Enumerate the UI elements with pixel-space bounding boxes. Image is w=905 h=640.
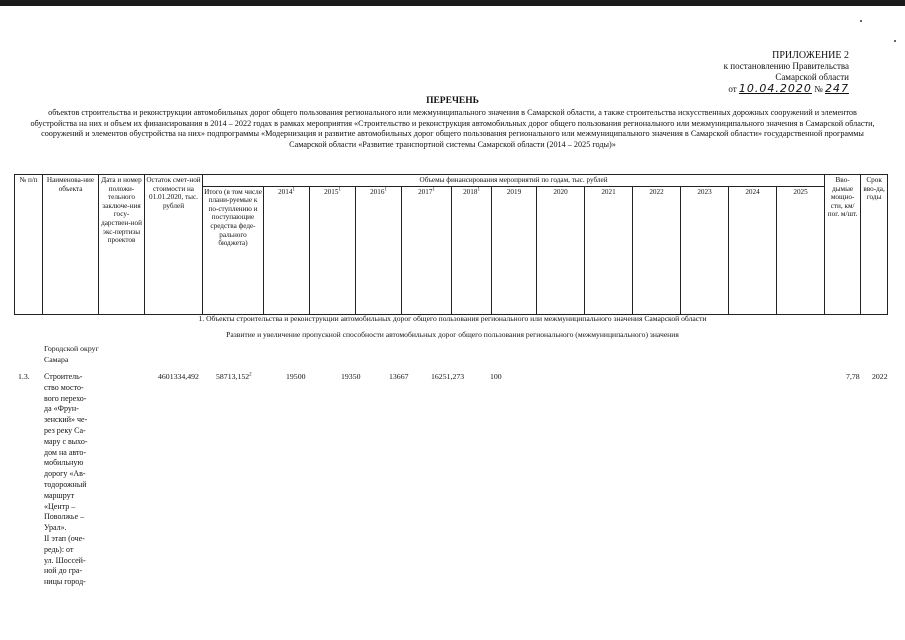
header-year: 2017$^1$ xyxy=(402,186,452,314)
entry-name-line: мобильную xyxy=(44,458,84,468)
entry-number: 1.3. xyxy=(18,372,30,381)
number-prefix: № xyxy=(814,84,823,94)
header-name: Наименова-ние объекта xyxy=(43,175,99,315)
header-year: 2014$^1$ xyxy=(264,186,310,314)
entry-name-line: ницы город- xyxy=(44,577,86,587)
scan-speck xyxy=(894,40,896,42)
entry-2015: 19350 xyxy=(341,372,361,381)
header-total: Итого (в том числе плани-руемые к по-ступлению и поступающие средства феде-рального бюджета) xyxy=(203,186,264,314)
header-year: 2018$^1$ xyxy=(452,186,492,314)
appendix-line: к постановлению Правительства xyxy=(723,61,849,71)
entry-name-line: ул. Шоссей- xyxy=(44,555,86,565)
document-title: ПЕРЕЧЕНЬ xyxy=(426,96,479,106)
entry-remain-cost: 4601334,492 xyxy=(158,372,199,381)
header-no: № п/п xyxy=(15,175,43,315)
handwritten-number: 247 xyxy=(825,82,849,95)
appendix-block xyxy=(659,50,849,95)
header-date: Дата и номер положи-тельного заключе-ния госу-дарствен-ной экс-пертизы проектов xyxy=(99,175,145,315)
entry-name-line: Урал». xyxy=(44,523,67,533)
entry-name-line: рез реку Са- xyxy=(44,425,86,435)
appendix-line: Самарской области xyxy=(775,72,849,82)
entry-name xyxy=(44,372,96,588)
header-capacity: Вво-дымые мощно-сти, км/ пог. м/шт. xyxy=(825,175,861,315)
entry-name-line: дом на авто- xyxy=(44,447,86,457)
entry-name-line: редь): от xyxy=(44,544,74,554)
entry-2016: 13667 xyxy=(389,372,409,381)
entry-name-line: маршрут xyxy=(44,490,75,500)
entry-name-line: вого перехо- xyxy=(44,393,87,403)
header-year: 2022 xyxy=(633,186,681,314)
header-year: 2016$^1$ xyxy=(356,186,402,314)
header-year: 2025 xyxy=(777,186,825,314)
entry-name-line: мару с выхо- xyxy=(44,436,88,446)
header-funding: Объемы финансирования мероприятий по годам, тыс. рублей xyxy=(203,175,825,187)
header-year: 2024 xyxy=(729,186,777,314)
entry-name-line: Строитель- xyxy=(44,372,83,381)
entry-name-line: да «Фрун- xyxy=(44,404,79,414)
entry-2017: 16251,273 xyxy=(431,372,465,381)
entry-name-line: Поволжье – xyxy=(44,512,85,522)
date-prefix: от xyxy=(728,84,737,94)
header-year: 2021 xyxy=(585,186,633,314)
entry-name-line: тодорожный xyxy=(44,479,87,489)
entry-name-line: ной до гра- xyxy=(44,566,83,576)
district-label: Городской округ Самара xyxy=(44,344,99,364)
section-heading: 1. Объекты строительства и реконструкции автомобильных дорог общего пользования регионального или межмуниципального значения Самарской области xyxy=(198,314,707,323)
header-remain: Остаток смет-ной стоимости на 01.01.2020, тыс. рублей xyxy=(145,175,203,315)
header-year: 2020 xyxy=(537,186,585,314)
section-subheading: Развитие и увеличение пропускной способности автомобильных дорог общего пользования регионального (межмуниципального) значения xyxy=(226,330,679,339)
entry-name-line: ство мосто- xyxy=(44,382,84,392)
entry-term: 2022 xyxy=(872,372,888,381)
entry-total: 58713,152$^2$ xyxy=(216,372,252,381)
entry-name-line: дорогу «Ав- xyxy=(44,469,86,479)
funding-table xyxy=(14,174,888,315)
entry-2014: 19500 xyxy=(286,372,306,381)
header-year: 2023 xyxy=(681,186,729,314)
header-term: Срок вво-да, годы xyxy=(861,175,888,315)
header-year: 2015$^1$ xyxy=(310,186,356,314)
entry-name-line: «Центр – xyxy=(44,501,76,511)
scan-speck xyxy=(860,20,862,22)
scan-top-border xyxy=(0,0,905,6)
appendix-title: ПРИЛОЖЕНИЕ 2 xyxy=(772,50,849,61)
entry-2018: 100 xyxy=(490,372,502,381)
handwritten-date: 10.04.2020 xyxy=(738,82,812,95)
entry-name-line: зенский» че- xyxy=(44,415,88,425)
entry-capacity: 7,78 xyxy=(846,372,860,381)
header-year: 2019 xyxy=(492,186,537,314)
entry-name-line: II этап (оче- xyxy=(44,533,85,543)
document-subtitle: объектов строительства и реконструкции автомобильных дорог общего пользования регионального или межмуниципального значения в Самарской области, а также строительства искусственных дорожных сооружений и элементов обустройства на них и объем их финансирования в 2014 – 2022 годах в рамках мероприятия «Строительство и реконструкция автомобильных дорог общего пользования регионального или межмуниципального значения в Самарской области, сооружений и элементов обустройства на них» подпрограммы «Модернизация и развитие автомобильных дорог общего пользования регионального или межмуниципального значения в Самарской области» государственной программы Самарской области «Развитие транспортной системы Самарской области (2014 – 2025 годы)» xyxy=(30,108,875,149)
appendix-date-line xyxy=(659,83,849,95)
